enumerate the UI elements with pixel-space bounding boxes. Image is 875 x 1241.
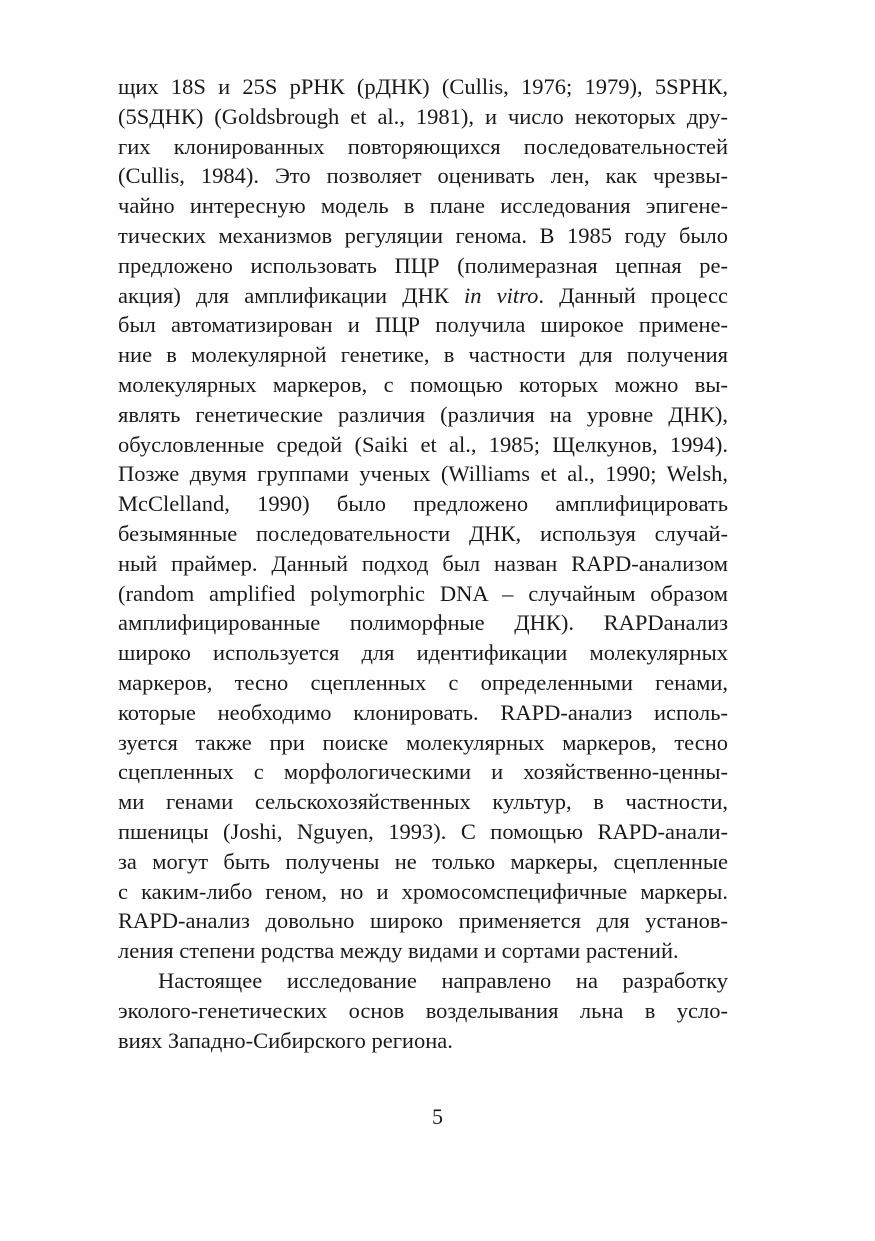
text-line: пшеницы (Joshi, Nguyen, 1993). С помощью RAPD-анали- (118, 818, 728, 844)
text-fragment: . Данный процесс (538, 282, 729, 308)
text-line: безымянные последовательности ДНК, используя случай- (118, 520, 728, 546)
page-number: 5 (432, 1104, 443, 1129)
text-line: тических механизмов регуляции генома. В 1985 году было (118, 222, 728, 248)
text-line: зуется также при поиске молекулярных маркеров, тесно (118, 729, 728, 755)
text-line: RAPD-анализ довольно широко применяется для установ- (118, 908, 728, 934)
text-line: за могут быть получены не только маркеры, сцепленные (118, 848, 728, 874)
text-fragment: акция) для амплификации ДНК (118, 282, 465, 308)
text-line: широко используется для идентификации молекулярных (118, 640, 728, 666)
text-line: обусловленные средой (Saiki et al., 1985; Щелкунов, 1994). (118, 431, 728, 457)
italic-term: in vitro (464, 282, 539, 308)
text-line: сцепленных с морфологическими и хозяйственно-ценны- (118, 759, 728, 785)
text-line-mixed (118, 281, 728, 311)
text-line: ления степени родства между видами и сортами растений. (118, 938, 679, 964)
text-line: ние в молекулярной генетике, в частности для получения (118, 342, 728, 368)
text-line: щих 18S и 25S рРНК (рДНК) (Cullis, 1976; 1979), 5SРНК, (118, 74, 728, 99)
text-line: ми генами сельскохозяйственных культур, в частности, (118, 789, 728, 815)
text-line: (5SДНК) (Goldsbrough et al., 1981), и число некоторых дру- (118, 103, 728, 129)
text-line: молекулярных маркеров, с помощью которых можно вы- (118, 371, 728, 397)
text-line: ный праймер. Данный подход был назван RAPD-анализом (118, 550, 728, 576)
text-line: которые необходимо клонировать. RAPD-анализ исполь- (118, 699, 728, 725)
text-line: McClelland, 1990) было предложено амплифицировать (118, 491, 728, 517)
text-line: виях Западно-Сибирского региона. (118, 1027, 453, 1053)
text-line: амплифицированные полиморфные ДНК). RAPDанализ (118, 610, 728, 636)
text-line: Позже двумя группами ученых (Williams et al., 1990; Welsh, (118, 461, 728, 487)
text-line: (Cullis, 1984). Это позволяет оценивать лен, как чрезвы- (118, 163, 728, 189)
paragraph-1 (118, 72, 728, 966)
text-line: являть генетические различия (различия на уровне ДНК), (118, 401, 728, 427)
body-text (118, 72, 728, 1055)
text-line: с каким-либо геном, но и хромосомспецифичные маркеры. (118, 878, 728, 904)
text-line: маркеров, тесно сцепленных с определенными генами, (118, 669, 728, 695)
text-line: эколого-генетических основ возделывания льна в усло- (118, 997, 728, 1023)
paragraph-2 (118, 966, 728, 1055)
text-line: (random amplified polymorphic DNA – случайным образом (118, 580, 728, 606)
text-line: чайно интересную модель в плане исследования эпигене- (118, 193, 728, 219)
text-line: гих клонированных повторяющихся последовательностей (118, 133, 728, 159)
text-line: был автоматизирован и ПЦР получила широкое примене- (118, 312, 728, 338)
text-line: Настоящее исследование направлено на разработку (158, 967, 728, 993)
text-line: предложено использовать ПЦР (полимеразная цепная ре- (118, 252, 728, 278)
